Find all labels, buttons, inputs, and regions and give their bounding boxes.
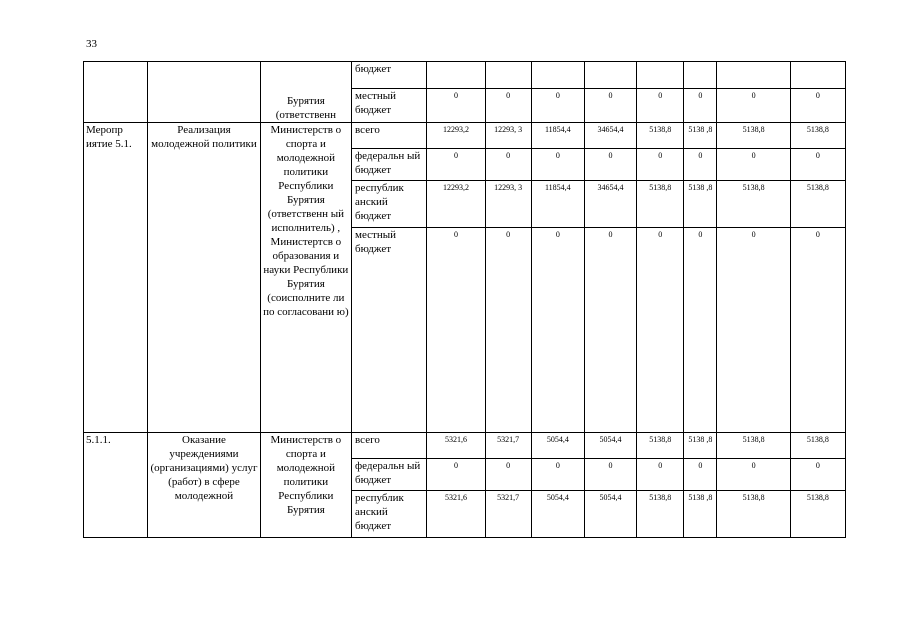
value-cell: 0 [790,228,845,433]
executor-cell: Бурятия (ответственн [260,62,351,123]
value-cell: 12293,2 [427,123,485,149]
value-cell: 0 [717,89,790,123]
funding-source-cell: местный бюджет [352,228,427,433]
value-cell: 0 [717,149,790,181]
funding-source-cell: республик анский бюджет [352,181,427,228]
event-name-cell: Оказание учреждениями (организациями) услуг (работ) в сфере молодежной [148,433,260,538]
value-cell: 0 [717,459,790,491]
event-code-cell: Меропр иятие 5.1. [84,123,148,433]
value-cell: 12293, 3 [485,181,531,228]
executor-cell: Министерств о спорта и молодежной политики Республики Бурятия (ответственн ый исполнитель) , Министертсв о образования и науки Республики Бурятия (соисполните ли по согласовани ю) [260,123,351,433]
value-cell: 0 [427,228,485,433]
value-cell: 5054,4 [584,491,636,538]
table-row [84,123,846,149]
value-cell: 0 [584,149,636,181]
value-cell: 0 [531,228,584,433]
funding-source-cell: местный бюджет [352,89,427,123]
value-cell: 0 [717,228,790,433]
value-cell: 0 [684,459,717,491]
value-cell: 11854,4 [531,123,584,149]
value-cell: 5138,8 [790,433,845,459]
page-number: 33 [86,38,97,50]
value-cell: 5138,8 [790,491,845,538]
value-cell: 0 [584,228,636,433]
value-cell: 0 [427,149,485,181]
value-cell: 0 [531,89,584,123]
value-cell: 0 [427,89,485,123]
funding-source-cell: всего [352,123,427,149]
value-cell: 5054,4 [531,433,584,459]
value-cell: 34654,4 [584,181,636,228]
value-cell: 34654,4 [584,123,636,149]
value-cell: 5321,7 [485,433,531,459]
value-cell: 12293,2 [427,181,485,228]
value-cell [584,62,636,89]
value-cell: 0 [485,228,531,433]
executor-cell: Министерств о спорта и молодежной политики Республики Бурятия [260,433,351,538]
value-cell: 5138,8 [717,433,790,459]
value-cell: 5138,8 [717,491,790,538]
value-cell: 0 [531,149,584,181]
value-cell: 0 [531,459,584,491]
value-cell: 0 [485,149,531,181]
value-cell: 0 [637,149,684,181]
value-cell [427,62,485,89]
value-cell: 5054,4 [584,433,636,459]
funding-source-cell: федеральн ый бюджет [352,149,427,181]
value-cell: 5138 ,8 [684,491,717,538]
value-cell: 5138 ,8 [684,123,717,149]
value-cell: 5138,8 [790,123,845,149]
funding-source-cell: республик анский бюджет [352,491,427,538]
value-cell: 5138,8 [637,433,684,459]
value-cell: 5138 ,8 [684,181,717,228]
value-cell [684,62,717,89]
event-code-cell: 5.1.1. [84,433,148,538]
value-cell: 0 [485,89,531,123]
value-cell: 0 [637,459,684,491]
value-cell [531,62,584,89]
funding-source-cell: федеральн ый бюджет [352,459,427,491]
value-cell: 0 [684,228,717,433]
value-cell: 5054,4 [531,491,584,538]
value-cell: 5321,6 [427,433,485,459]
value-cell: 0 [637,228,684,433]
code-cell [84,62,148,123]
value-cell: 12293, 3 [485,123,531,149]
value-cell: 0 [584,89,636,123]
budget-table [83,61,846,538]
value-cell: 5138,8 [637,181,684,228]
event-name-cell: Реализация молодежной политики [148,123,260,433]
value-cell: 5138,8 [637,123,684,149]
value-cell [717,62,790,89]
value-cell: 5321,7 [485,491,531,538]
value-cell: 5138,8 [717,123,790,149]
value-cell: 0 [485,459,531,491]
table-row [84,433,846,459]
value-cell: 11854,4 [531,181,584,228]
value-cell: 0 [684,89,717,123]
value-cell: 0 [584,459,636,491]
value-cell: 5138,8 [717,181,790,228]
value-cell [637,62,684,89]
value-cell [790,62,845,89]
value-cell: 0 [790,459,845,491]
funding-source-cell: всего [352,433,427,459]
table-row [84,62,846,89]
funding-source-cell: бюджет [352,62,427,89]
value-cell: 0 [790,149,845,181]
value-cell [485,62,531,89]
value-cell: 0 [427,459,485,491]
value-cell: 0 [637,89,684,123]
value-cell: 0 [790,89,845,123]
name-cell [148,62,260,123]
value-cell: 5138,8 [637,491,684,538]
value-cell: 5138 ,8 [684,433,717,459]
value-cell: 5321,6 [427,491,485,538]
value-cell: 5138,8 [790,181,845,228]
value-cell: 0 [684,149,717,181]
